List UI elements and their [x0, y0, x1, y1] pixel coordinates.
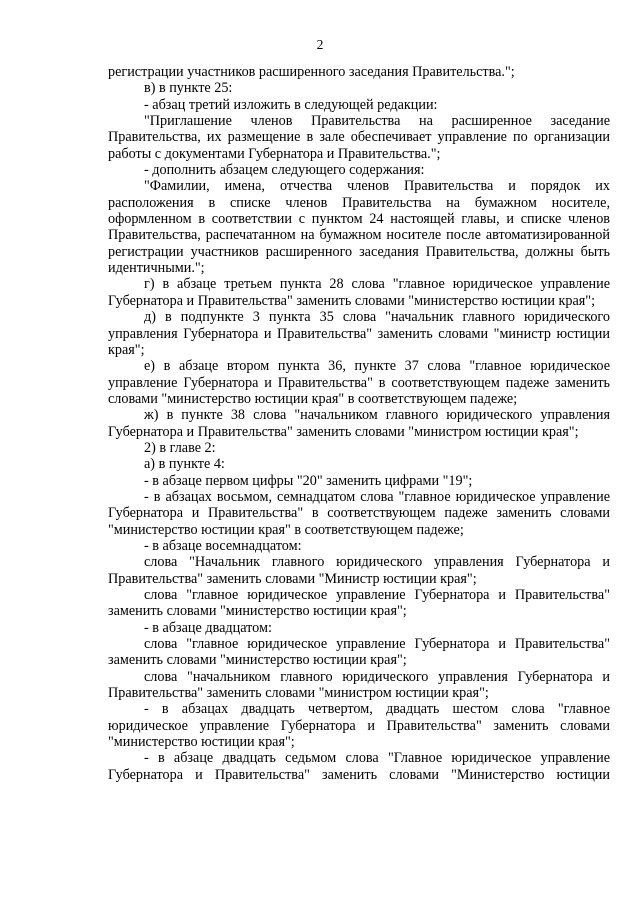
paragraph: д) в подпункте 3 пункта 35 слова "начальник главного юридического управления Губернатора и Правительства" заменить словами "министр юстиции края"; — [108, 309, 610, 358]
paragraph: в) в пункте 25: — [144, 80, 233, 97]
page-number: 2 — [316, 37, 324, 52]
paragraph: - в абзацах двадцать четвертом, двадцать шестом слова "главное юридическое управление Губернатора и Правительства" заменить словами "министерство юстиции края"; — [108, 701, 610, 751]
paragraph: - абзац третий изложить в следующей редакции: — [144, 96, 438, 113]
paragraph: - в абзаце первом цифры "20" заменить цифрами "19"; — [144, 472, 473, 489]
paragraph: "Приглашение членов Правительства на расширенное заседание Правительства, их размещение в зале обеспечивает управление по организации работы с документами Губернатора и Правительства."; — [108, 113, 610, 162]
paragraph: - дополнить абзацем следующего содержания: — [144, 162, 425, 179]
paragraph: ж) в пункте 38 слова "начальником главного юридического управления Губернатора и Правительства" заменить словами "министром юстиции края"; — [108, 407, 610, 440]
paragraph: 2) в главе 2: — [144, 439, 216, 456]
paragraph: - в абзаце двадцать седьмом слова "Главное юридическое управление Губернатора и Правительства" заменить словами "Министерство юстиции — [108, 750, 610, 783]
paragraph: - в абзаце восемнадцатом: — [144, 537, 302, 554]
paragraph: "Фамилии, имена, отчества членов Правительства и порядок их расположения в списке членов Правительства на бумажном носителе, оформленном в соответствии с пунктом 24 настоящей главы, и списке членов Правительства, распечатанном на бумажном носителе после автоматизированной регистрации участников расширенного заседания Правительства, должны быть идентичными."; — [108, 178, 610, 277]
paragraph: слова "Начальник главного юридического управления Губернатора и Правительства" заменить словами "Министр юстиции края"; — [108, 554, 610, 587]
paragraph: е) в абзаце втором пункта 36, пункте 37 слова "главное юридическое управление Губернатора и Правительства" в соответствующем падеже заменить словами "министерство юстиции края" в соответствующем падеже; — [108, 358, 610, 407]
paragraph: г) в абзаце третьем пункта 28 слова "главное юридическое управление Губернатора и Правительства" заменить словами "министерство юстиции края"; — [108, 276, 610, 309]
paragraph: - в абзацах восьмом, семнадцатом слова "главное юридическое управление Губернатора и Правительства" в соответствующем падеже заменить словами "министерство юстиции края" в соответствующем падеже; — [108, 488, 610, 538]
document-body — [108, 64, 610, 783]
paragraph: - в абзаце двадцатом: — [144, 619, 272, 636]
paragraph: слова "начальником главного юридического управления Губернатора и Правительства" заменить словами "министром юстиции края"; — [108, 668, 610, 702]
paragraph: слова "главное юридическое управление Губернатора и Правительства" заменить словами "министерство юстиции края"; — [108, 636, 610, 669]
paragraph: слова "главное юридическое управление Губернатора и Правительства" заменить словами "министерство юстиции края"; — [108, 587, 610, 620]
paragraph: а) в пункте 4: — [144, 456, 225, 473]
paragraph: регистрации участников расширенного заседания Правительства."; — [108, 64, 515, 80]
